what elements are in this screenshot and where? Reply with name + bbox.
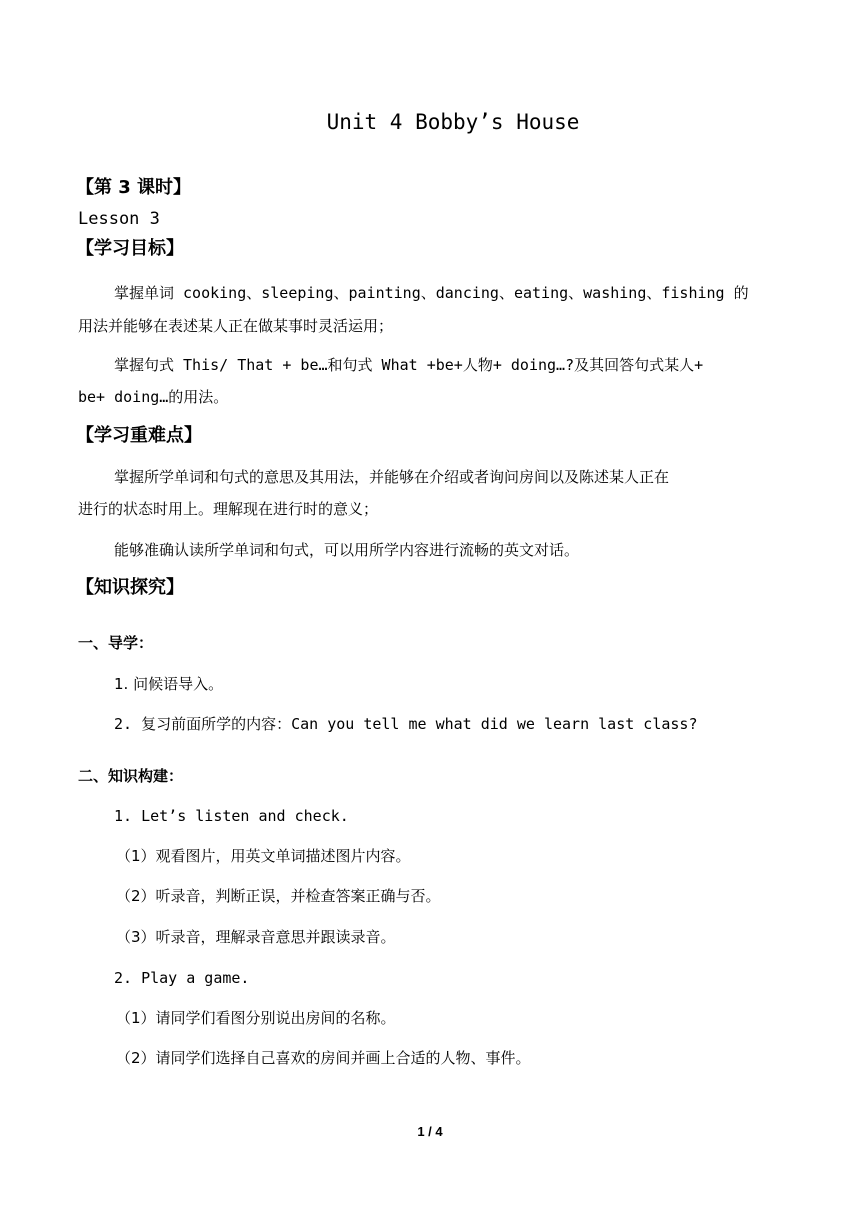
knowledge-item-1-sub-1: （1）观看图片，用英文单词描述图片内容。 [116, 847, 411, 865]
knowledge-building-heading: 二、知识构建： [78, 767, 184, 785]
objective-item-2-line-2: be+ doing…的用法。 [78, 388, 229, 406]
page-number: 1 / 4 [417, 1124, 443, 1139]
key-point-item-1-line-1: 掌握所学单词和句式的意思及其用法，并能够在介绍或者询问房间以及陈述某人正在 [114, 468, 670, 486]
document-title: Unit 4 Bobby’s House [326, 110, 580, 134]
exploration-heading: 【知识探究】 [76, 577, 184, 598]
key-point-item-1-line-2: 进行的状态时用上。理解现在进行时的意义； [78, 500, 379, 518]
key-points-heading: 【学习重难点】 [76, 425, 202, 446]
objective-item-1-line-1: 掌握单词 cooking、sleeping、painting、dancing、eating、washing、fishing 的 [114, 284, 749, 302]
objective-item-2-line-1: 掌握句式 This/ That + be…和句式 What +be+人物+ doing…?及其回答句式某人+ [114, 356, 704, 374]
knowledge-item-2-sub-1: （1）请同学们看图分别说出房间的名称。 [116, 1009, 396, 1027]
knowledge-item-1: 1. Let’s listen and check. [114, 807, 349, 825]
lesson-label: Lesson 3 [78, 209, 160, 229]
objective-item-1-line-2: 用法并能够在表述某人正在做某事时灵活运用； [78, 317, 394, 335]
guided-study-heading: 一、导学： [78, 634, 154, 652]
key-point-item-2-line-1: 能够准确认读所学单词和句式，可以用所学内容进行流畅的英文对话。 [114, 541, 580, 559]
guided-study-item-2: 2. 复习前面所学的内容：Can you tell me what did we learn last class? [114, 715, 698, 733]
period-heading: 【第 3 课时】 [76, 177, 192, 198]
objectives-heading: 【学习目标】 [76, 238, 184, 259]
knowledge-item-1-sub-2: （2）听录音，判断正误，并检查答案正确与否。 [116, 887, 441, 905]
knowledge-item-2-sub-2: （2）请同学们选择自己喜欢的房间并画上合适的人物、事件。 [116, 1049, 531, 1067]
knowledge-item-2: 2. Play a game. [114, 969, 250, 987]
guided-study-item-1: 1. 问候语导入。 [114, 675, 224, 693]
knowledge-item-1-sub-3: （3）听录音，理解录音意思并跟读录音。 [116, 928, 396, 946]
